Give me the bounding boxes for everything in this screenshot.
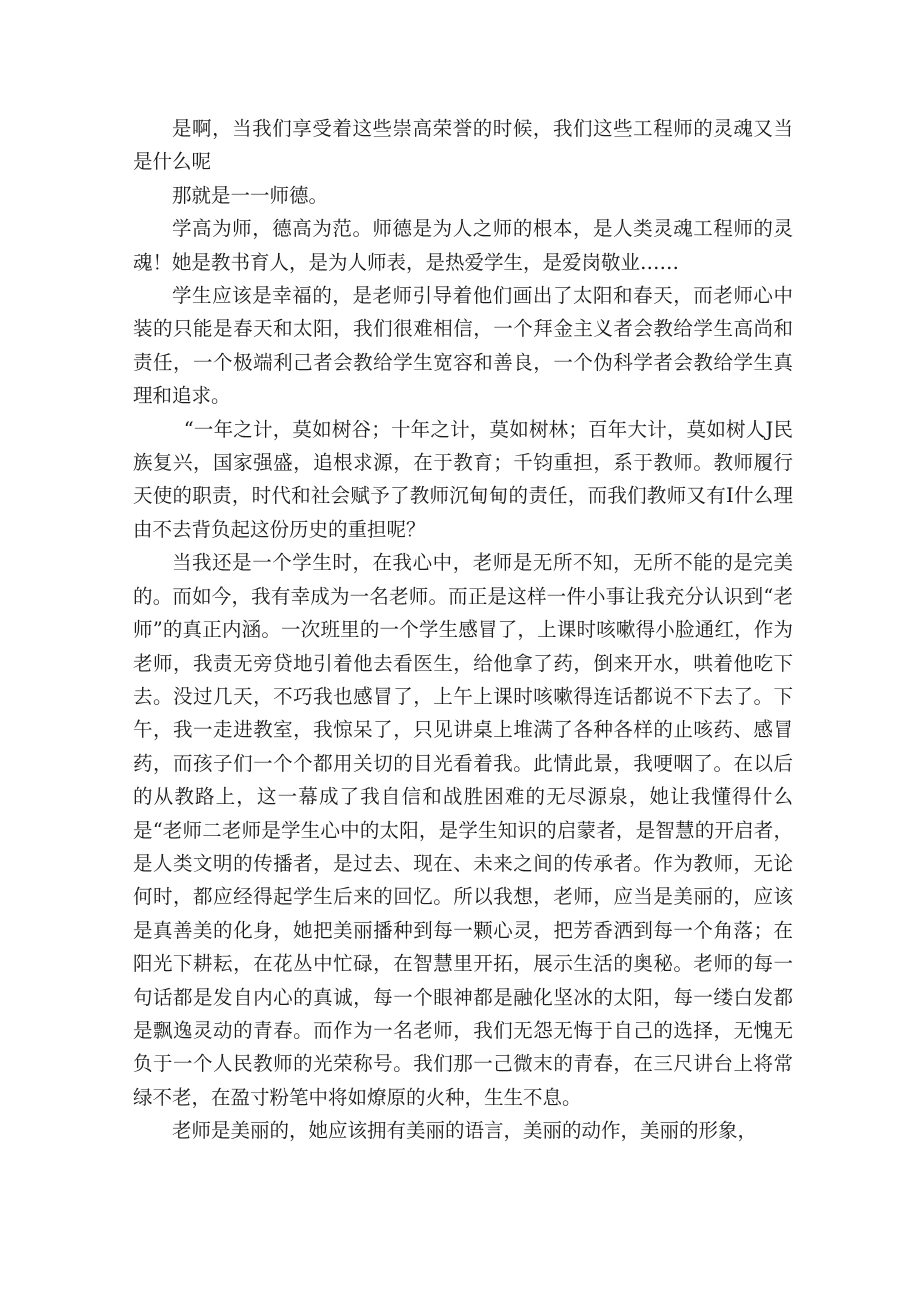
paragraph-5: “一年之计，莫如树谷；十年之计，莫如树林；百年大计，莫如树人J民族复兴，国家强盛，追根求源，在于教育；千钧重担，系于教师。教师履行天使的职责，时代和社会赋予了教师沉甸甸的责任，而我们教师又有I什么理由不去背负起这份历史的重担呢？ <box>133 417 793 541</box>
paragraph-4: 学生应该是幸福的，是老师引导着他们画出了太阳和春天，而老师心中装的只能是春天和太阳，我们很难相信，一个拜金主义者会教给学生高尚和责任，一个极端利己者会教给学生宽容和善良，一个伪科学者会教给学生真理和追求。 <box>133 284 793 408</box>
paragraph-6: 当我还是一个学生时，在我心中，老师是无所不知，无所不能的是完美的。而如今，我有幸成为一名老师。而正是这样一件小事让我充分认识到“老师”的真正内涵。一次班里的一个学生感冒了，上课时咳嗽得小脸通红，作为老师，我责无旁贷地引着他去看医生，给他拿了药，倒来开水，哄着他吃下去。没过几天，不巧我也感冒了，上午上课时咳嗽得连话都说不下去了。下午，我一走进教室，我惊呆了，只见讲桌上堆满了各种各样的止咳药、感冒药，而孩子们一个个都用关切的目光看着我。此情此景，我哽咽了。在以后的从教路上，这一幕成了我自信和战胜困难的无尽源泉，她让我懂得什么是“老师二老师是学生心中的太阳，是学生知识的启蒙者，是智慧的开启者，是人类文明的传播者，是过去、现在、未来之间的传承者。作为教师，无论何时，都应经得起学生后来的回忆。所以我想，老师，应当是美丽的，应该是真善美的化身，她把美丽播种到每一颗心灵，把芳香洒到每一个角落；在阳光下耕耘，在花丛中忙碌，在智慧里开拓，展示生活的奥秘。老师的每一句话都是发自内心的真诚，每一个眼神都是融化坚冰的太阳，每一缕白发都是飘逸灵动的青春。而作为一名老师，我们无怨无悔于自己的选择，无愧无负于一个人民教师的光荣称号。我们那一己微末的青春，在三尺讲台上将常绿不老，在盈寸粉笔中将如燎原的火种，生生不息。 <box>133 551 793 1109</box>
paragraph-3: 学高为师，德高为范。师德是为人之师的根本，是人类灵魂工程师的灵魂！她是教书育人，是为人师表，是热爱学生，是爱岗敬业…… <box>133 217 793 274</box>
document-body <box>133 112 793 1148</box>
paragraph-2: 那就是一一师德。 <box>172 183 329 207</box>
paragraph-1: 是啊，当我们享受着这些崇高荣誉的时候，我们这些工程师的灵魂又当是什么呢 <box>133 117 793 174</box>
paragraph-7: 老师是美丽的，她应该拥有美丽的语言，美丽的动作，美丽的形象， <box>172 1119 758 1143</box>
